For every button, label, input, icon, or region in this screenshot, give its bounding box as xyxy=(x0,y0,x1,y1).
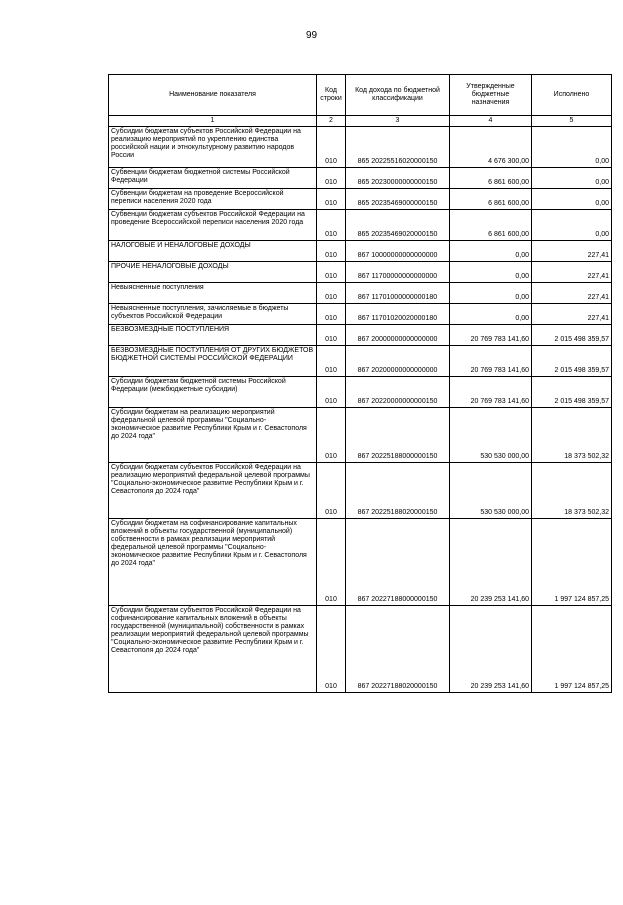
row-line-code: 010 xyxy=(317,283,346,304)
row-name: Невыясненные поступления xyxy=(109,283,317,304)
row-revenue-code: 867 11701020020000180 xyxy=(346,304,450,325)
row-revenue-code: 867 11700000000000000 xyxy=(346,262,450,283)
row-name: БЕЗВОЗМЕЗДНЫЕ ПОСТУПЛЕНИЯ xyxy=(109,325,317,346)
row-name: Субсидии бюджетам на реализацию мероприятий федеральной целевой программы "Социально-экономическое развитие Республики Крым и г. Севастополя до 2024 года" xyxy=(109,408,317,463)
row-executed: 0,00 xyxy=(532,168,612,189)
row-line-code: 010 xyxy=(317,325,346,346)
row-name: НАЛОГОВЫЕ И НЕНАЛОГОВЫЕ ДОХОДЫ xyxy=(109,241,317,262)
table-header-row xyxy=(109,75,612,116)
header-executed: Исполнено xyxy=(532,75,612,116)
row-line-code: 010 xyxy=(317,127,346,168)
row-approved: 20 239 253 141,60 xyxy=(450,519,532,606)
row-executed: 1 997 124 857,25 xyxy=(532,519,612,606)
column-number: 3 xyxy=(346,116,450,127)
row-name: БЕЗВОЗМЕЗДНЫЕ ПОСТУПЛЕНИЯ ОТ ДРУГИХ БЮДЖЕТОВ БЮДЖЕТНОЙ СИСТЕМЫ РОССИЙСКОЙ ФЕДЕРАЦИИ xyxy=(109,346,317,377)
table-row xyxy=(109,325,612,346)
row-approved: 530 530 000,00 xyxy=(450,463,532,519)
row-line-code: 010 xyxy=(317,262,346,283)
row-executed: 2 015 498 359,57 xyxy=(532,325,612,346)
row-executed: 227,41 xyxy=(532,304,612,325)
row-approved: 530 530 000,00 xyxy=(450,408,532,463)
row-line-code: 010 xyxy=(317,210,346,241)
row-revenue-code: 865 20225516020000150 xyxy=(346,127,450,168)
row-line-code: 010 xyxy=(317,377,346,408)
row-approved: 4 676 300,00 xyxy=(450,127,532,168)
row-name: Субсидии бюджетам на софинансирование капитальных вложений в объекты государственной (муниципальной) собственности в рамках реализации мероприятий федеральной целевой программы "Социально-экономическое развитие Республики Крым и г. Севастополя до 2024 года" xyxy=(109,519,317,606)
table-row xyxy=(109,127,612,168)
row-name: ПРОЧИЕ НЕНАЛОГОВЫЕ ДОХОДЫ xyxy=(109,262,317,283)
column-number: 4 xyxy=(450,116,532,127)
header-approved: Утвержденные бюджетные назначения xyxy=(450,75,532,116)
header-indicator-name: Наименование показателя xyxy=(109,75,317,116)
row-executed: 0,00 xyxy=(532,127,612,168)
row-approved: 6 861 600,00 xyxy=(450,168,532,189)
table-row xyxy=(109,304,612,325)
row-name: Субсидии бюджетам субъектов Российской Федерации на реализацию мероприятий федеральной целевой программы "Социально-экономическое развитие Республики Крым и г. Севастополя до 2024 года" xyxy=(109,463,317,519)
row-revenue-code: 867 20227188000000150 xyxy=(346,519,450,606)
column-number: 2 xyxy=(317,116,346,127)
row-line-code: 010 xyxy=(317,463,346,519)
row-executed: 2 015 498 359,57 xyxy=(532,346,612,377)
row-executed: 227,41 xyxy=(532,262,612,283)
table-body xyxy=(109,127,612,693)
row-approved: 0,00 xyxy=(450,304,532,325)
row-approved: 20 769 783 141,60 xyxy=(450,346,532,377)
row-approved: 20 239 253 141,60 xyxy=(450,606,532,693)
row-line-code: 010 xyxy=(317,304,346,325)
row-approved: 0,00 xyxy=(450,283,532,304)
row-revenue-code: 867 20200000000000000 xyxy=(346,346,450,377)
row-revenue-code: 867 11701000000000180 xyxy=(346,283,450,304)
row-revenue-code: 865 20235469000000150 xyxy=(346,189,450,210)
table-row xyxy=(109,606,612,693)
row-approved: 20 769 783 141,60 xyxy=(450,325,532,346)
table-row xyxy=(109,377,612,408)
row-name: Субвенции бюджетам бюджетной системы Российской Федерации xyxy=(109,168,317,189)
row-executed: 18 373 502,32 xyxy=(532,408,612,463)
row-approved: 6 861 600,00 xyxy=(450,189,532,210)
row-revenue-code: 867 20000000000000000 xyxy=(346,325,450,346)
row-name: Субсидии бюджетам субъектов Российской Федерации на реализацию мероприятий по укреплению единства российской нации и этнокультурному развитию народов России xyxy=(109,127,317,168)
row-revenue-code: 865 20230000000000150 xyxy=(346,168,450,189)
row-executed: 1 997 124 857,25 xyxy=(532,606,612,693)
row-name: Невыясненные поступления, зачисляемые в бюджеты субъектов Российской Федерации xyxy=(109,304,317,325)
table-row xyxy=(109,519,612,606)
row-approved: 0,00 xyxy=(450,241,532,262)
table-row xyxy=(109,241,612,262)
row-executed: 227,41 xyxy=(532,241,612,262)
row-line-code: 010 xyxy=(317,189,346,210)
row-line-code: 010 xyxy=(317,519,346,606)
row-revenue-code: 865 20235469020000150 xyxy=(346,210,450,241)
page-number: 99 xyxy=(305,30,318,41)
row-executed: 18 373 502,32 xyxy=(532,463,612,519)
column-number-row xyxy=(109,116,612,127)
row-revenue-code: 867 10000000000000000 xyxy=(346,241,450,262)
table-row xyxy=(109,168,612,189)
revenue-table xyxy=(108,74,612,693)
row-line-code: 010 xyxy=(317,408,346,463)
table-row xyxy=(109,346,612,377)
row-revenue-code: 867 20227188020000150 xyxy=(346,606,450,693)
table-row xyxy=(109,463,612,519)
row-approved: 6 861 600,00 xyxy=(450,210,532,241)
table-row xyxy=(109,408,612,463)
row-revenue-code: 867 20220000000000150 xyxy=(346,377,450,408)
row-executed: 2 015 498 359,57 xyxy=(532,377,612,408)
header-line-code: Код строки xyxy=(317,75,346,116)
row-executed: 227,41 xyxy=(532,283,612,304)
row-line-code: 010 xyxy=(317,606,346,693)
row-name: Субвенции бюджетам на проведение Всероссийской переписи населения 2020 года xyxy=(109,189,317,210)
column-number: 1 xyxy=(109,116,317,127)
row-executed: 0,00 xyxy=(532,189,612,210)
row-revenue-code: 867 20225188000000150 xyxy=(346,408,450,463)
column-number: 5 xyxy=(532,116,612,127)
table-row xyxy=(109,283,612,304)
table-row xyxy=(109,189,612,210)
row-line-code: 010 xyxy=(317,346,346,377)
row-approved: 0,00 xyxy=(450,262,532,283)
table-row xyxy=(109,262,612,283)
row-name: Субсидии бюджетам субъектов Российской Федерации на софинансирование капитальных вложений в объекты государственной (муниципальной) собственности в рамках реализации мероприятий федеральной целевой программы "Социально-экономическое развитие Республики Крым и г. Севастополя до 2024 года" xyxy=(109,606,317,693)
row-line-code: 010 xyxy=(317,168,346,189)
row-line-code: 010 xyxy=(317,241,346,262)
row-revenue-code: 867 20225188020000150 xyxy=(346,463,450,519)
header-revenue-code: Код дохода по бюджетной классификации xyxy=(346,75,450,116)
row-name: Субвенции бюджетам субъектов Российской Федерации на проведение Всероссийской переписи населения 2020 года xyxy=(109,210,317,241)
row-name: Субсидии бюджетам бюджетной системы Российской Федерации (межбюджетные субсидии) xyxy=(109,377,317,408)
row-approved: 20 769 783 141,60 xyxy=(450,377,532,408)
table-row xyxy=(109,210,612,241)
row-executed: 0,00 xyxy=(532,210,612,241)
